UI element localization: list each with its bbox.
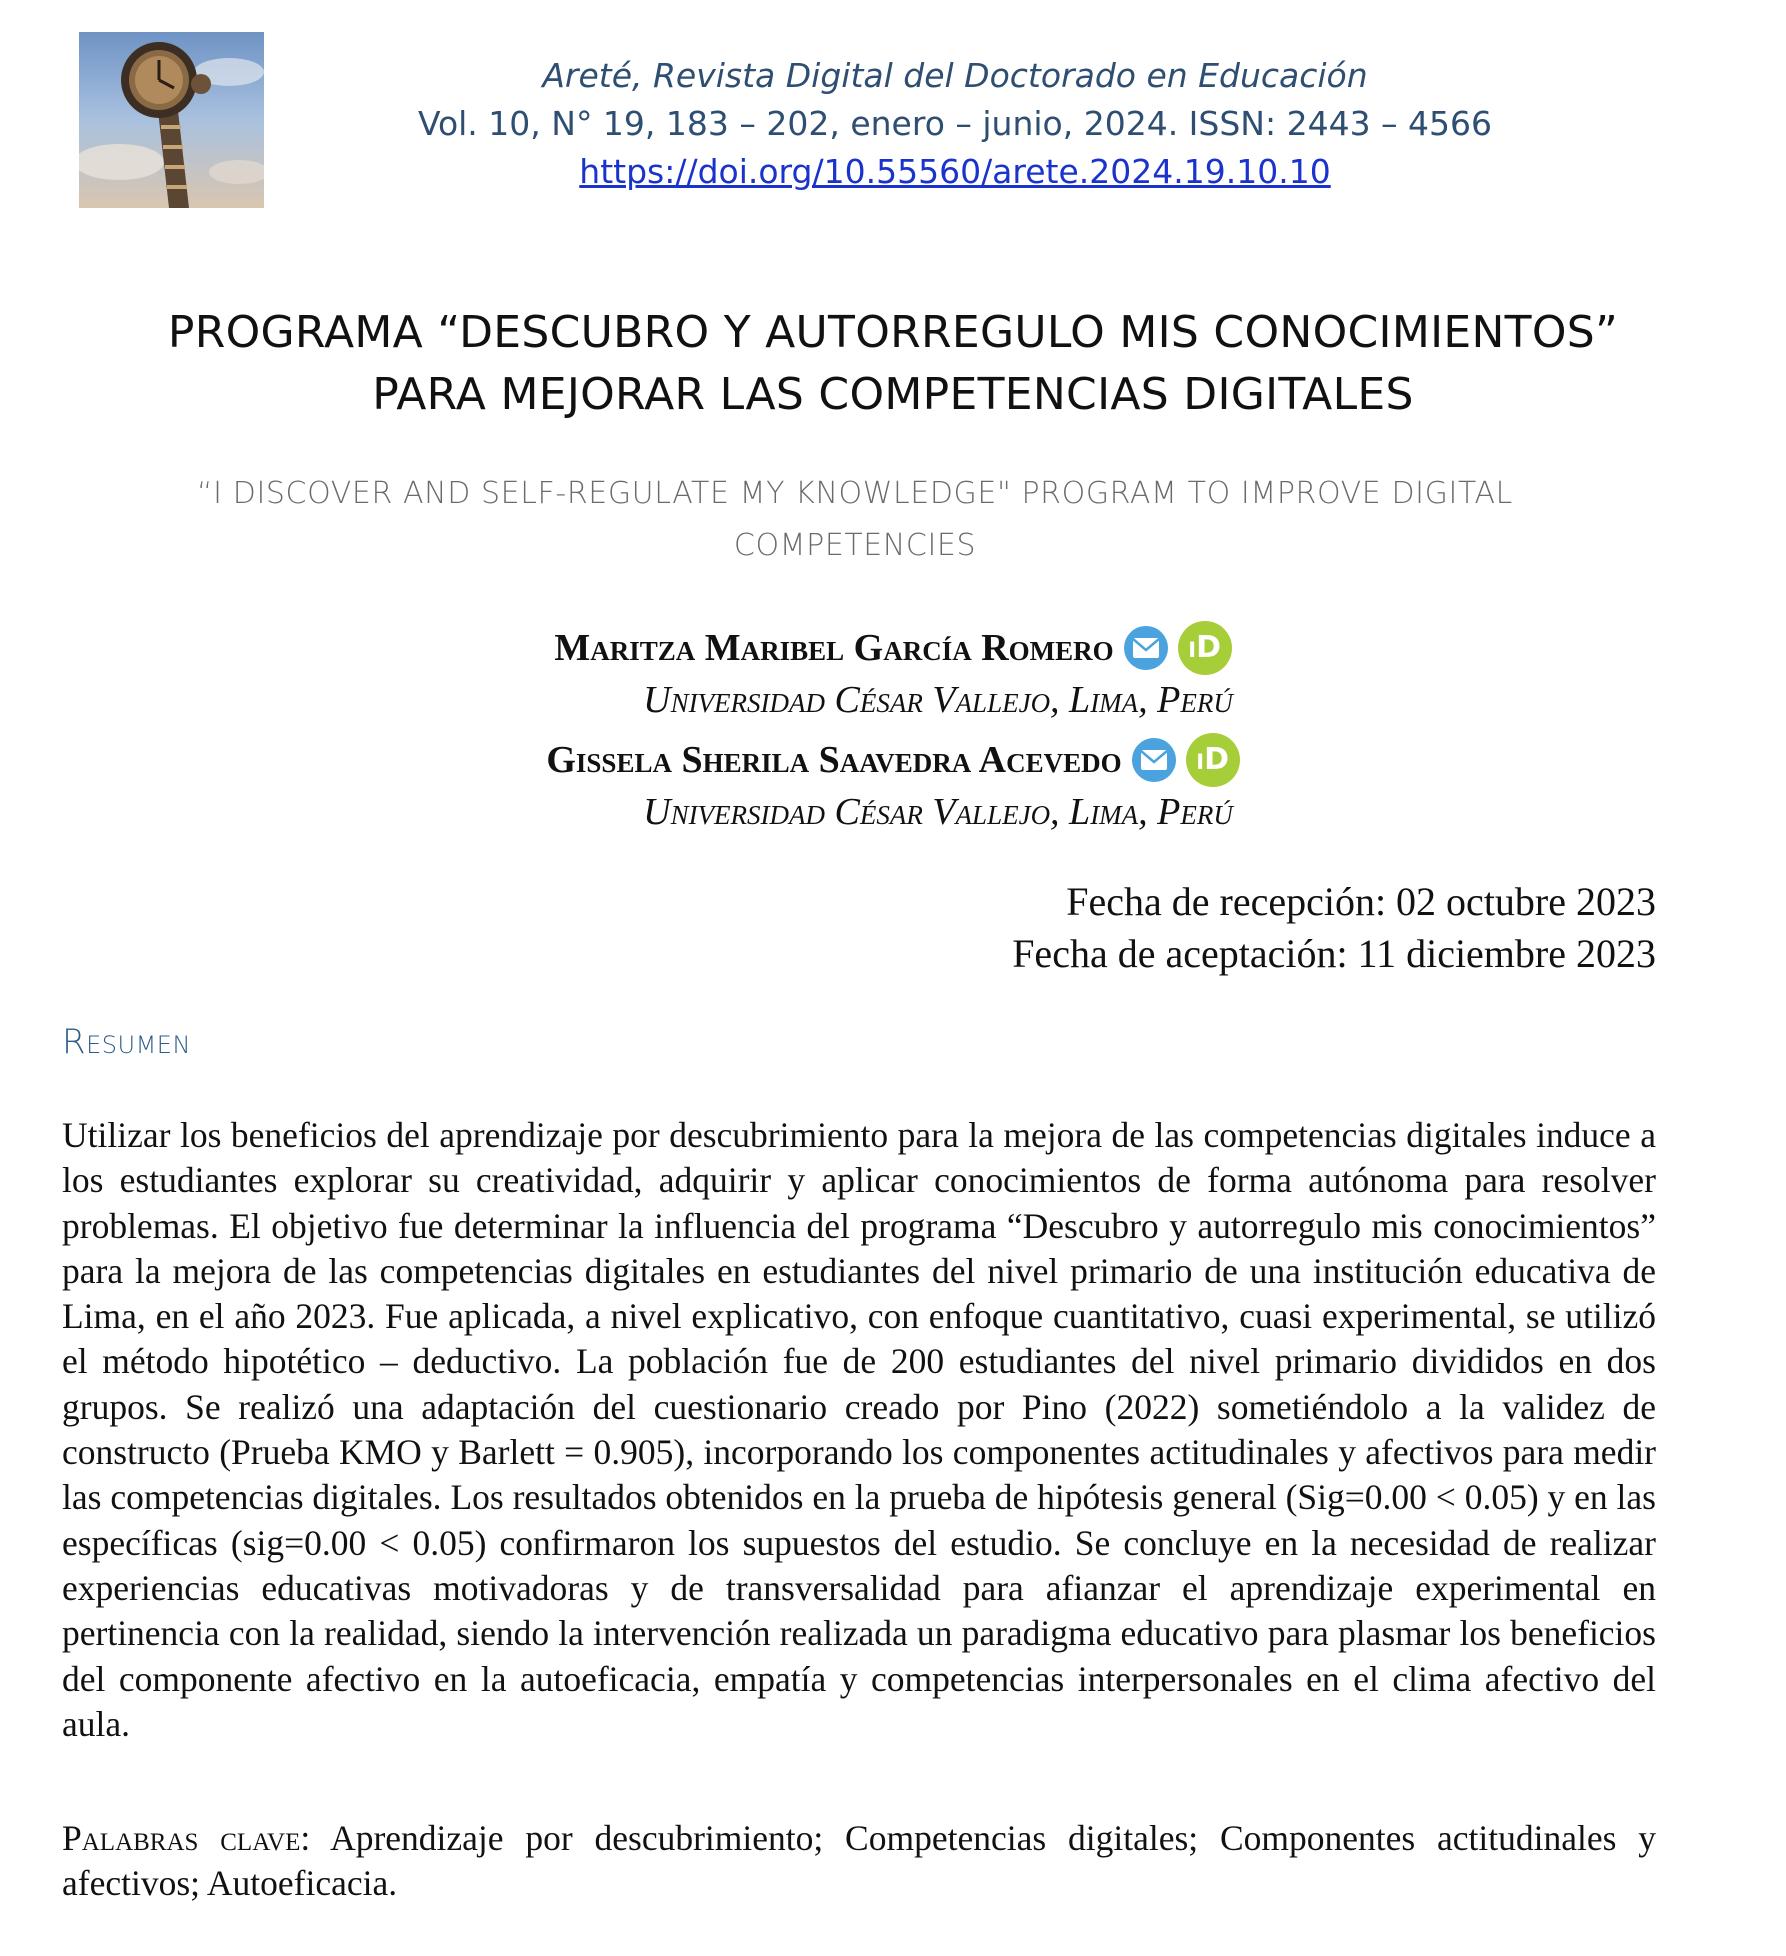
orcid-icon[interactable]: iD xyxy=(1186,733,1240,787)
title-line-2: PARA MEJORAR LAS COMPETENCIAS DIGITALES xyxy=(372,369,1414,420)
abstract-heading: Resumen xyxy=(62,1022,191,1062)
mail-icon[interactable] xyxy=(1124,626,1168,670)
mail-icon[interactable] xyxy=(1132,738,1176,782)
subtitle-line-1: “I DISCOVER AND SELF-REGULATE MY KNOWLEDGE" PROGRAM TO IMPROVE DIGITAL xyxy=(197,476,1513,511)
keywords-label: Palabras clave: xyxy=(62,1818,311,1858)
article-title xyxy=(40,302,1746,426)
journal-volume: Vol. 10, N° 19, 183 – 202, enero – junio, 2024. ISSN: 2443 – 4566 xyxy=(417,104,1493,143)
orcid-icon[interactable]: iD xyxy=(1178,621,1232,675)
article-subtitle xyxy=(120,468,1590,572)
author-2 xyxy=(0,732,1786,836)
article-dates xyxy=(1012,876,1656,980)
subtitle-line-2: COMPETENCIES xyxy=(733,528,977,563)
abstract-text: Utilizar los beneficios del aprendizaje por descubrimiento para la mejora de las competencias digitales induce a los estudiantes explorar su creatividad, adquirir y aplicar conocimientos de forma autónoma para resolver problemas. El objetivo fue determinar la influencia del programa “Descubro y autorregulo mis conocimientos” para la mejora de las competencias digitales en estudiantes del nivel primario de una institución educativa de Lima, en el año 2023. Fue aplicada, a nivel explicativo, con enfoque cuantitativo, cuasi experimental, se utilizó el método hipotético – deductivo. La población fue de 200 estudiantes del nivel primario divididos en dos grupos. Se realizó una adaptación del cuestionario creado por Pino (2022) sometiéndolo a la validez de constructo (Prueba KMO y Barlett = 0.905), incorporando los componentes actitudinales y afectivos para medir las competencias digitales. Los resultados obtenidos en la prueba de hipótesis general (Sig=0.00 < 0.05) y en las específicas (sig=0.00 < 0.05) confirmaron los supuestos del estudio. Se concluye en la necesidad de realizar experiencias educativas motivadoras y de transversalidad para afianzar el aprendizaje experimental en pertinencia con la realidad, siendo la intervención realizada un paradigma educativo para plasmar los beneficios del componente afectivo en la autoeficacia, empatía y competencias interpersonales en el clima afectivo del aula. xyxy=(62,1115,1656,1744)
clock-tower-logo-icon xyxy=(79,32,264,208)
accepted-date: Fecha de aceptación: 11 diciembre 2023 xyxy=(1012,931,1656,976)
journal-logo xyxy=(79,32,264,208)
author-1 xyxy=(0,620,1786,724)
author-affiliation: Universidad César Vallejo, Lima, Perú xyxy=(643,791,1233,833)
received-date: Fecha de recepción: 02 octubre 2023 xyxy=(1066,879,1656,924)
journal-name: Areté, Revista Digital del Doctorado en Educación xyxy=(542,56,1368,95)
author-affiliation: Universidad César Vallejo, Lima, Perú xyxy=(643,679,1233,721)
author-2-name-row xyxy=(546,732,1239,788)
author-name: Maritza Maribel García Romero xyxy=(554,627,1114,669)
title-line-1: PROGRAMA “DESCUBRO Y AUTORREGULO MIS CONOCIMIENTOS” xyxy=(167,307,1619,358)
author-name: Gissela Sherila Saavedra Acevedo xyxy=(546,739,1122,781)
keywords xyxy=(62,1816,1656,1907)
author-1-name-row xyxy=(554,620,1231,676)
keywords-text: Aprendizaje por descubrimiento; Competencias digitales; Componentes actitudinales y afectivos; Autoeficacia. xyxy=(62,1818,1656,1904)
doi-link[interactable]: https://doi.org/10.55560/arete.2024.19.10.10 xyxy=(579,152,1331,191)
journal-header xyxy=(330,52,1580,196)
